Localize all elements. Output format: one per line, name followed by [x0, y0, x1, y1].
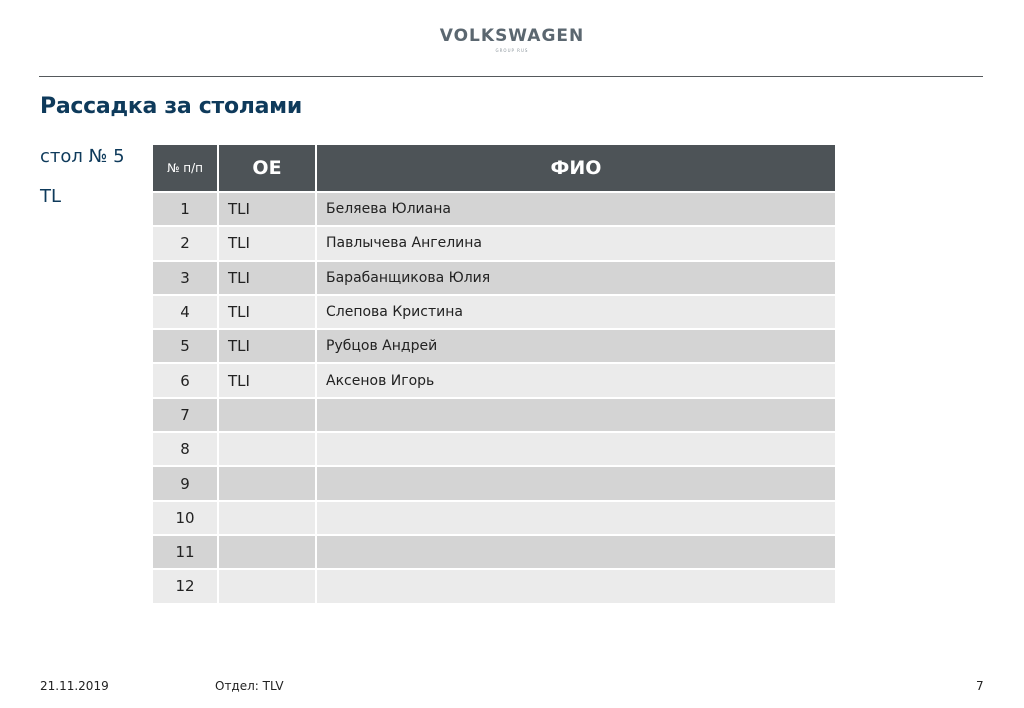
- page-title: Рассадка за столами: [40, 94, 302, 119]
- cell-oe: [218, 398, 316, 432]
- cell-number: 6: [152, 363, 218, 397]
- seating-table: [151, 143, 837, 605]
- table-row: [152, 432, 836, 466]
- cell-number: 7: [152, 398, 218, 432]
- table-row: [152, 261, 836, 295]
- footer-department: Отдел: TLV: [215, 679, 284, 693]
- cell-oe: TLI: [218, 261, 316, 295]
- header-divider: [39, 76, 983, 77]
- cell-oe: TLI: [218, 363, 316, 397]
- cell-number: 5: [152, 329, 218, 363]
- table-row: [152, 466, 836, 500]
- table-row: [152, 501, 836, 535]
- cell-oe: [218, 466, 316, 500]
- cell-oe: TLI: [218, 192, 316, 226]
- cell-number: 9: [152, 466, 218, 500]
- cell-name: Аксенов Игорь: [316, 363, 836, 397]
- cell-number: 1: [152, 192, 218, 226]
- cell-name: Рубцов Андрей: [316, 329, 836, 363]
- cell-number: 8: [152, 432, 218, 466]
- table-row: [152, 569, 836, 603]
- cell-oe: TLI: [218, 329, 316, 363]
- cell-name: [316, 501, 836, 535]
- table-row: [152, 192, 836, 226]
- table-row: [152, 329, 836, 363]
- cell-name: [316, 432, 836, 466]
- table-row: [152, 295, 836, 329]
- table-row: [152, 226, 836, 260]
- cell-oe: [218, 535, 316, 569]
- cell-name: [316, 398, 836, 432]
- cell-number: 2: [152, 226, 218, 260]
- header-oe: OE: [218, 144, 316, 192]
- cell-number: 3: [152, 261, 218, 295]
- cell-name: Слепова Кристина: [316, 295, 836, 329]
- logo-subtitle: GROUP RUS: [495, 48, 529, 53]
- cell-oe: [218, 569, 316, 603]
- volkswagen-logo: [0, 26, 1024, 53]
- cell-number: 11: [152, 535, 218, 569]
- cell-name: Барабанщикова Юлия: [316, 261, 836, 295]
- cell-number: 10: [152, 501, 218, 535]
- header-number: № п/п: [152, 144, 218, 192]
- cell-oe: [218, 432, 316, 466]
- page-number: 7: [976, 679, 984, 693]
- footer-date: 21.11.2019: [40, 679, 109, 693]
- cell-oe: TLI: [218, 295, 316, 329]
- cell-name: [316, 466, 836, 500]
- cell-name: Павлычева Ангелина: [316, 226, 836, 260]
- cell-number: 12: [152, 569, 218, 603]
- cell-name: Беляева Юлиана: [316, 192, 836, 226]
- cell-oe: TLI: [218, 226, 316, 260]
- table-row: [152, 363, 836, 397]
- cell-number: 4: [152, 295, 218, 329]
- cell-name: [316, 569, 836, 603]
- logo-wordmark: VOLKSWAGEN: [439, 26, 585, 46]
- header-name: ФИО: [316, 144, 836, 192]
- table-header-row: [152, 144, 836, 192]
- table-number-label: стол № 5: [40, 146, 125, 167]
- cell-oe: [218, 501, 316, 535]
- group-code-label: TL: [40, 186, 62, 207]
- table-row: [152, 535, 836, 569]
- table-row: [152, 398, 836, 432]
- cell-name: [316, 535, 836, 569]
